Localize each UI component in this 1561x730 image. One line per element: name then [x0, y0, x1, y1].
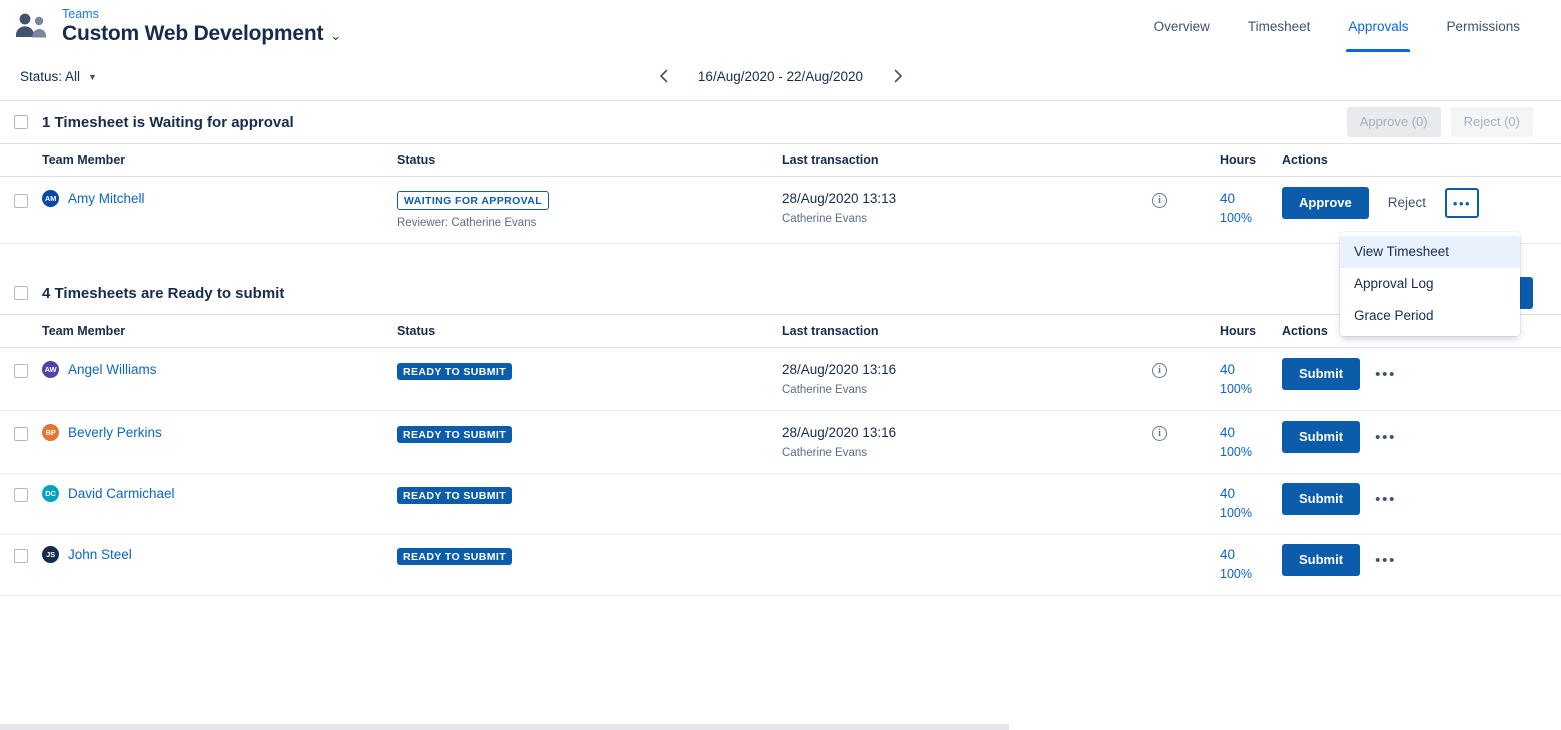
row-member-cell — [42, 348, 397, 411]
hours-percent: 100% — [1220, 567, 1252, 581]
column-hours: Hours — [1220, 144, 1282, 177]
row-status-cell — [397, 411, 782, 474]
row-info-cell — [1152, 348, 1220, 411]
main-nav — [1135, 0, 1539, 52]
info-icon[interactable]: i — [1152, 193, 1167, 208]
row-hours-cell — [1220, 535, 1282, 596]
row-member-cell — [42, 474, 397, 535]
member-name-link[interactable]: John Steel — [68, 547, 132, 562]
row-actions-menu — [1340, 232, 1520, 336]
tab-timesheet[interactable]: Timesheet — [1247, 18, 1311, 34]
row-checkbox-cell — [0, 177, 42, 244]
waiting-table — [0, 144, 1561, 244]
row-transaction-cell — [782, 348, 1152, 411]
row-checkbox-cell — [0, 474, 42, 535]
row-actions-cell — [1282, 535, 1561, 596]
page-title: Custom Web Development — [62, 21, 324, 45]
row-checkbox-cell — [0, 535, 42, 596]
row-actions-cell — [1282, 411, 1561, 474]
column-last-transaction: Last transaction — [782, 144, 1152, 177]
column-status: Status — [397, 144, 782, 177]
table-row — [0, 535, 1561, 596]
waiting-table-header-row — [0, 144, 1561, 177]
submit-button[interactable]: Submit — [1282, 483, 1360, 515]
date-navigator — [651, 63, 911, 89]
ready-table-header-row — [0, 315, 1561, 348]
column-checkbox — [0, 144, 42, 177]
avatar: AW — [42, 361, 59, 378]
row-transaction-cell — [782, 474, 1152, 535]
row-info-cell — [1152, 535, 1220, 596]
status-filter-label: Status: All — [20, 68, 81, 84]
horizontal-scrollbar[interactable] — [0, 724, 1009, 730]
row-more-actions-button[interactable]: ••• — [1365, 548, 1406, 573]
table-row — [0, 177, 1561, 244]
member-name-link[interactable]: David Carmichael — [68, 486, 175, 501]
member-name-link[interactable]: Amy Mitchell — [68, 191, 145, 206]
column-actions: Actions — [1282, 315, 1561, 348]
breadcrumb-teams[interactable]: Teams — [62, 6, 99, 21]
row-actions-cell — [1282, 348, 1561, 411]
row-info-cell — [1152, 177, 1220, 244]
transaction-author: Catherine Evans — [782, 447, 868, 459]
transaction-author: Catherine Evans — [782, 384, 868, 396]
submit-button[interactable]: Submit — [1282, 358, 1360, 390]
chevron-down-icon: ▼ — [88, 72, 97, 82]
status-badge: READY TO SUBMIT — [397, 363, 512, 380]
transaction-author: Catherine Evans — [782, 213, 868, 225]
waiting-section-title: 1 Timesheet is Waiting for approval — [42, 113, 294, 131]
row-hours-cell — [1220, 177, 1282, 244]
hours-value[interactable]: 40 — [1220, 547, 1236, 562]
column-info — [1152, 315, 1220, 348]
row-select-checkbox[interactable] — [14, 427, 28, 441]
row-checkbox-cell — [0, 348, 42, 411]
row-hours-cell — [1220, 348, 1282, 411]
row-member-cell — [42, 411, 397, 474]
row-info-cell — [1152, 474, 1220, 535]
avatar: BP — [42, 424, 59, 441]
hours-value[interactable]: 40 — [1220, 425, 1236, 440]
section-spacer — [0, 244, 1561, 272]
row-transaction-cell — [782, 177, 1152, 244]
tab-permissions[interactable]: Permissions — [1446, 18, 1520, 34]
page-header — [0, 0, 1561, 52]
row-transaction-cell — [782, 535, 1152, 596]
select-all-ready-checkbox[interactable] — [14, 286, 28, 300]
hours-percent: 100% — [1220, 506, 1252, 520]
row-info-cell — [1152, 411, 1220, 474]
member-name-link[interactable]: Beverly Perkins — [68, 425, 162, 440]
waiting-bulk-actions — [1347, 107, 1533, 137]
status-badge: READY TO SUBMIT — [397, 426, 512, 443]
row-transaction-cell — [782, 411, 1152, 474]
row-status-cell — [397, 348, 782, 411]
row-member-cell — [42, 177, 397, 244]
tab-overview[interactable]: Overview — [1153, 18, 1210, 34]
chevron-down-icon[interactable]: ⌄ — [330, 28, 342, 43]
hours-percent: 100% — [1220, 445, 1252, 459]
column-last-transaction: Last transaction — [782, 315, 1152, 348]
avatar: DC — [42, 485, 59, 502]
row-checkbox-cell — [0, 411, 42, 474]
row-select-checkbox[interactable] — [14, 364, 28, 378]
row-select-checkbox[interactable] — [14, 549, 28, 563]
submit-button[interactable]: Submit — [1282, 544, 1360, 576]
info-icon[interactable]: i — [1152, 426, 1167, 441]
hours-value[interactable]: 40 — [1220, 191, 1236, 206]
avatar: AM — [42, 190, 59, 207]
row-status-cell — [397, 474, 782, 535]
status-badge: WAITING FOR APPROVAL — [397, 191, 549, 210]
row-select-checkbox[interactable] — [14, 194, 28, 208]
column-actions: Actions — [1282, 144, 1561, 177]
previous-week-button[interactable] — [651, 63, 677, 89]
transaction-date: 28/Aug/2020 13:16 — [782, 425, 897, 440]
row-hours-cell — [1220, 411, 1282, 474]
page-title-row — [62, 22, 341, 46]
table-row — [0, 348, 1561, 411]
ready-section-title: 4 Timesheets are Ready to submit — [42, 284, 285, 302]
reject-button[interactable]: Reject — [1374, 187, 1440, 219]
reject-all-button[interactable]: Reject (0) — [1451, 107, 1533, 137]
info-icon[interactable]: i — [1152, 363, 1167, 378]
hours-percent: 100% — [1220, 382, 1252, 396]
filter-bar — [0, 52, 1561, 101]
menu-item-view-timesheet[interactable]: View Timesheet — [1340, 236, 1520, 268]
status-filter-dropdown[interactable] — [20, 69, 97, 84]
avatar: JS — [42, 546, 59, 563]
menu-item-grace-period[interactable]: Grace Period — [1354, 308, 1434, 323]
menu-item-approval-log[interactable]: Approval Log — [1354, 276, 1434, 291]
submit-button[interactable]: Submit — [1282, 421, 1360, 453]
column-team-member: Team Member — [42, 144, 397, 177]
row-member-cell — [42, 535, 397, 596]
row-status-cell — [397, 177, 782, 244]
scrollbar-thumb[interactable] — [0, 725, 1009, 730]
transaction-date: 28/Aug/2020 13:16 — [782, 362, 897, 377]
row-status-cell — [397, 535, 782, 596]
row-actions-cell — [1282, 474, 1561, 535]
next-week-button[interactable] — [885, 63, 911, 89]
select-all-waiting-checkbox[interactable] — [14, 115, 28, 129]
row-more-actions-button[interactable]: ••• — [1365, 425, 1406, 450]
status-badge: READY TO SUBMIT — [397, 548, 512, 565]
column-hours: Hours — [1220, 315, 1282, 348]
hours-percent: 100% — [1220, 211, 1252, 225]
row-select-checkbox[interactable] — [14, 488, 28, 502]
waiting-section-header — [0, 101, 1561, 144]
row-more-actions-button[interactable]: ••• — [1365, 362, 1406, 387]
row-more-actions-button[interactable]: ••• — [1365, 487, 1406, 512]
row-hours-cell — [1220, 474, 1282, 535]
table-row — [0, 411, 1561, 474]
reviewer-label: Reviewer: Catherine Evans — [397, 217, 537, 229]
column-status: Status — [397, 315, 782, 348]
teams-icon — [14, 10, 50, 42]
table-row — [0, 474, 1561, 535]
column-team-member: Team Member — [42, 315, 397, 348]
member-name-link[interactable]: Angel Williams — [68, 362, 157, 377]
transaction-date: 28/Aug/2020 13:13 — [782, 191, 897, 206]
column-info — [1152, 144, 1220, 177]
tab-approvals[interactable]: Approvals — [1329, 0, 1427, 52]
hours-value[interactable]: 40 — [1220, 362, 1236, 377]
column-checkbox — [0, 315, 42, 348]
date-range-label[interactable]: 16/Aug/2020 - 22/Aug/2020 — [697, 68, 864, 84]
approve-button[interactable]: Approve — [1282, 187, 1369, 219]
row-more-actions-button[interactable]: ••• — [1445, 188, 1479, 218]
ready-table — [0, 315, 1561, 596]
status-badge: READY TO SUBMIT — [397, 487, 512, 504]
approve-all-button[interactable]: Approve (0) — [1347, 107, 1441, 137]
ready-section-header — [0, 272, 1561, 315]
hours-value[interactable]: 40 — [1220, 486, 1236, 501]
title-block — [62, 7, 341, 46]
